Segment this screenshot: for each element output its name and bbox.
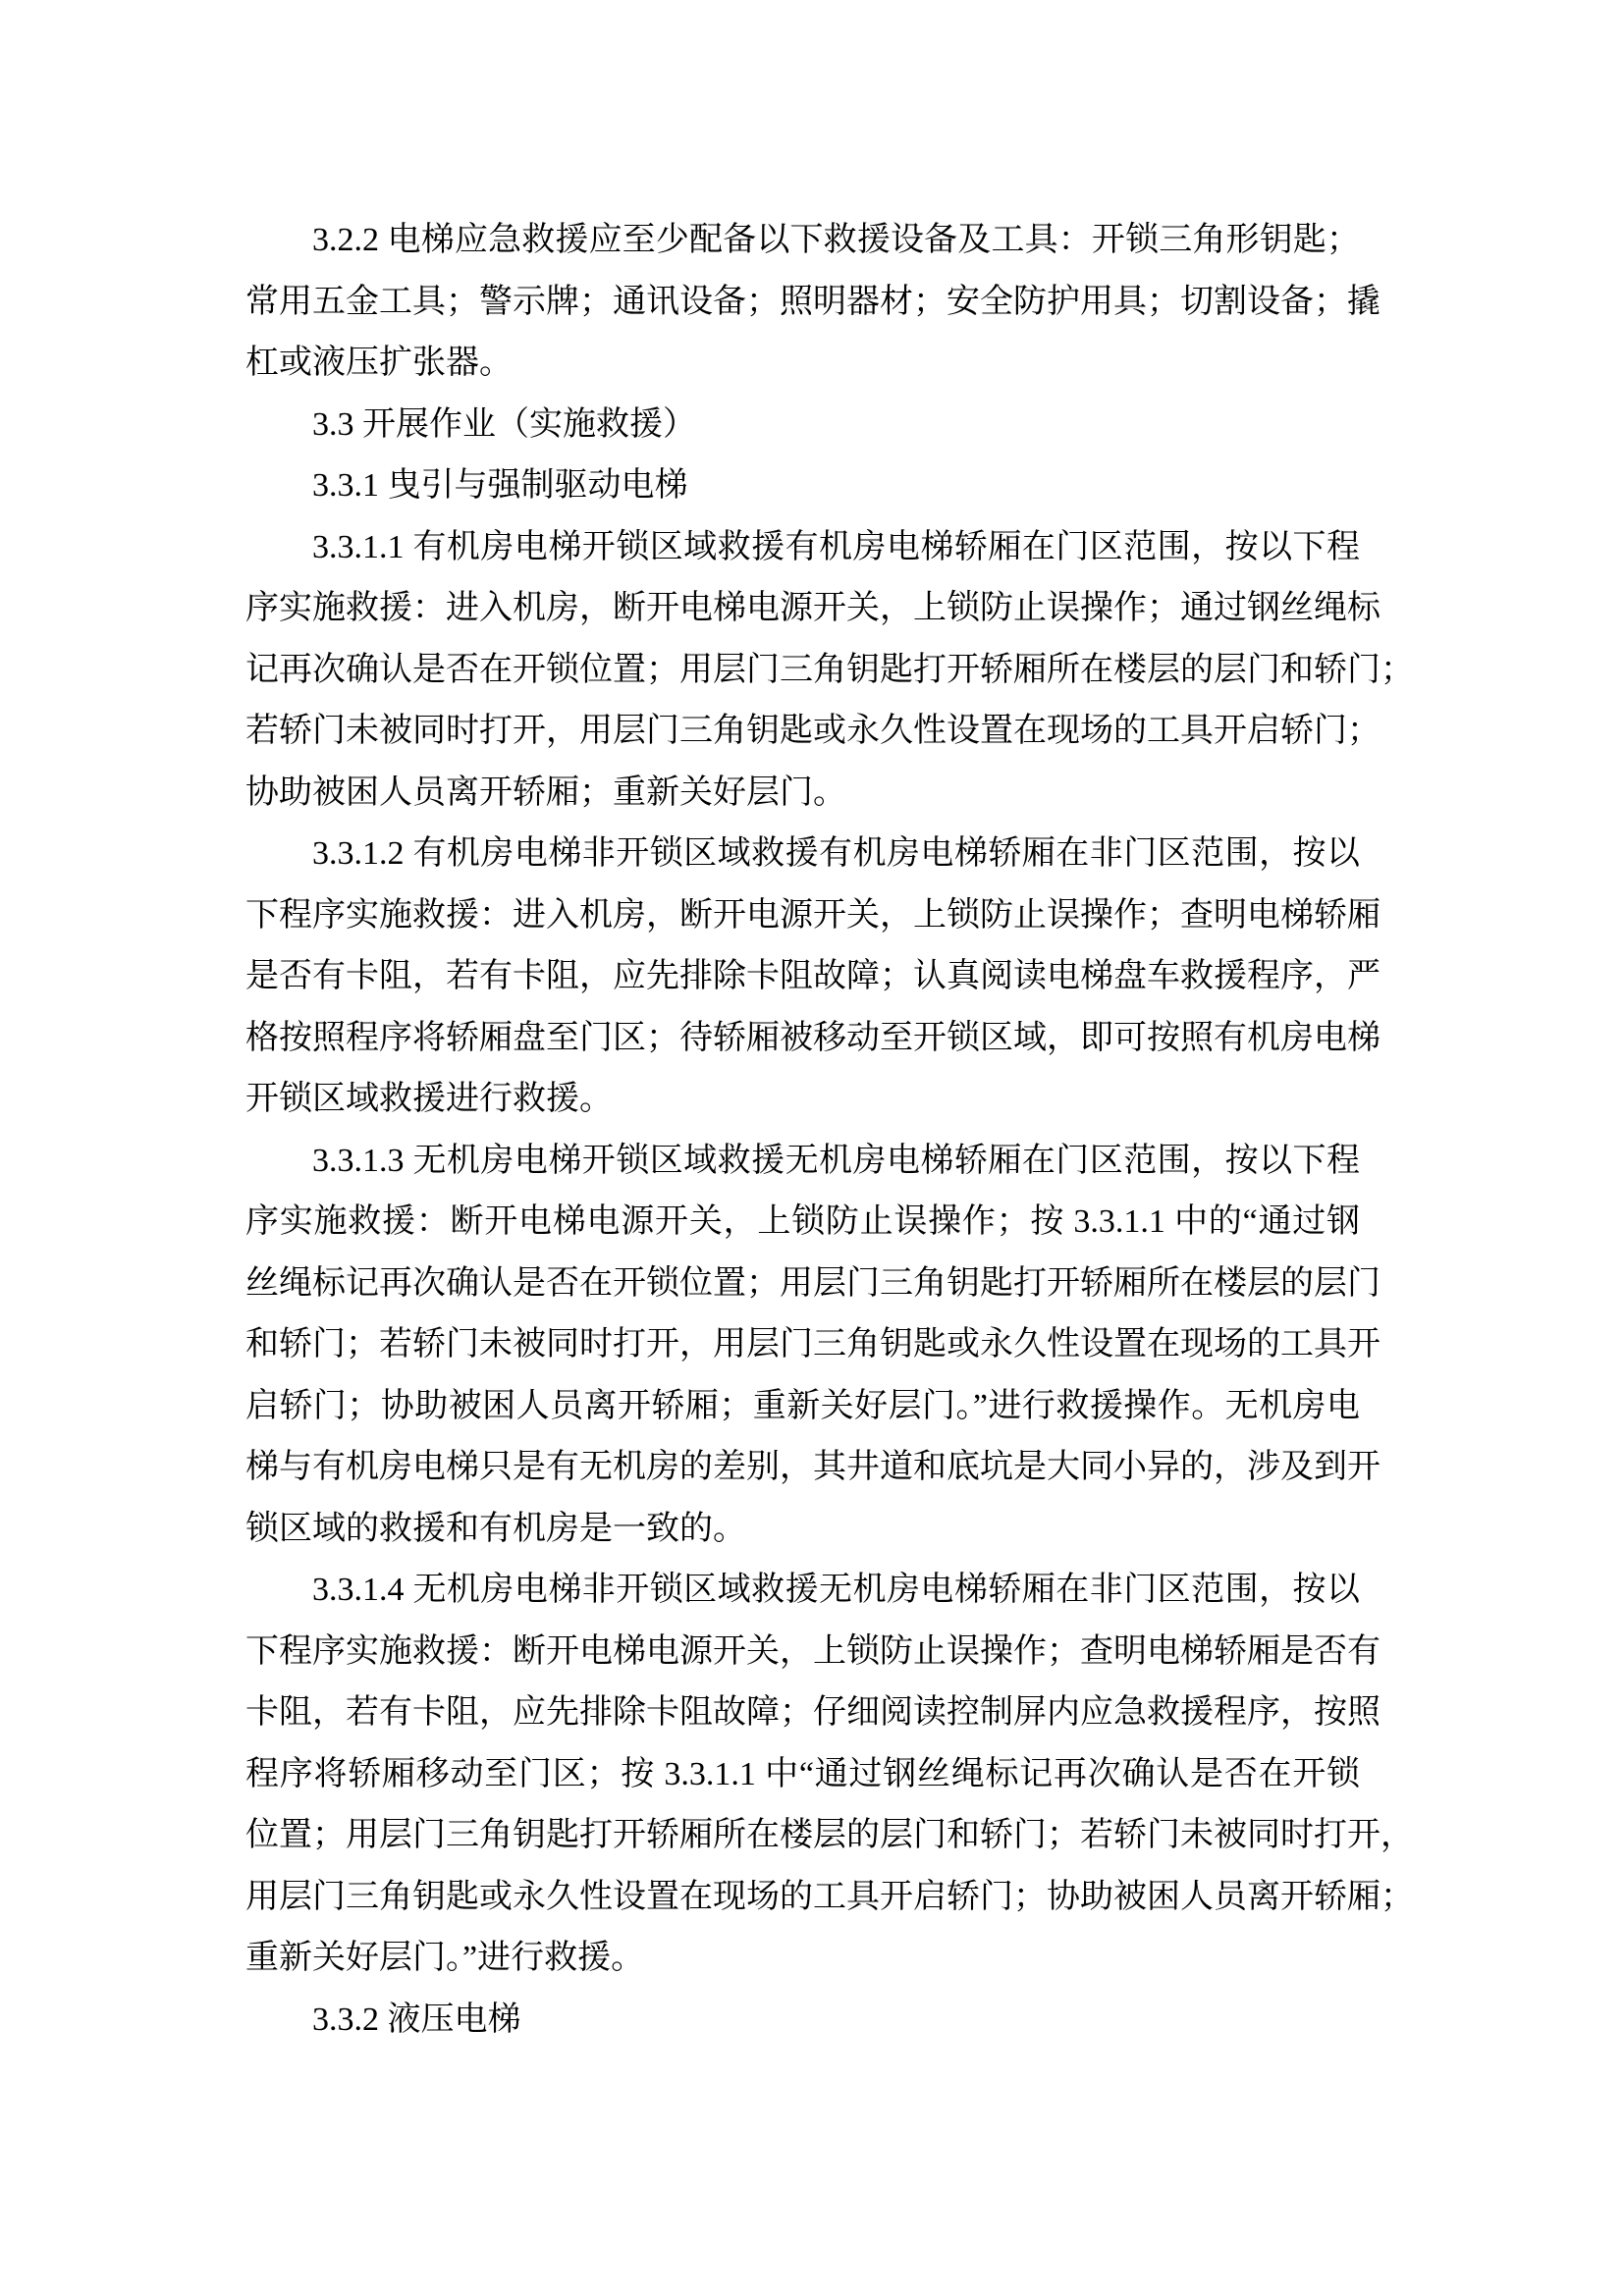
heading-3-3	[245, 395, 1360, 456]
text-line: 3.3.1.3 无机房电梯开锁区域救援无机房电梯轿厢在门区范围，按以下程	[312, 1142, 1360, 1179]
text-line: 3.3.1 曳引与强制驱动电梯	[312, 467, 688, 504]
text-line: 下程序实施救援：进入机房，断开电源开关，上锁防止误操作；查明电梯轿厢	[245, 896, 1380, 934]
paragraph-3-3-1-1	[245, 517, 1414, 825]
text-line: 锁区域的救援和有机房是一致的。	[245, 1510, 746, 1547]
text-line: 若轿门未被同时打开，用层门三角钥匙或永久性设置在现场的工具开启轿门；	[245, 713, 1380, 749]
text-line: 梯与有机房电梯只是有无机房的差别，其井道和底坑是大同小异的，涉及到开	[245, 1449, 1380, 1485]
text-line: 3.3.1.1 有机房电梯开锁区域救援有机房电梯轿厢在门区范围，按以下程	[312, 528, 1360, 565]
text-line: 下程序实施救援：断开电梯电源开关，上锁防止误操作；查明电梯轿厢是否有	[245, 1632, 1380, 1670]
text-line: 是否有卡阻，若有卡阻，应先排除卡阻故障；认真阅读电梯盘车救援程序，严	[245, 958, 1380, 994]
text-line: 位置；用层门三角钥匙打开轿厢所在楼层的层门和轿门；若轿门未被同时打开，	[245, 1817, 1414, 1853]
text-line: 3.2.2 电梯应急救援应至少配备以下救援设备及工具：开锁三角形钥匙；	[312, 222, 1360, 258]
paragraph-3-2-2	[245, 210, 1380, 395]
paragraph-3-3-1-2	[245, 824, 1380, 1131]
text-line: 3.3.1.4 无机房电梯非开锁区域救援无机房电梯轿厢在非门区范围，按以	[312, 1572, 1360, 1608]
heading-3-3-2	[245, 1990, 1360, 2052]
paragraph-3-3-1-3	[245, 1131, 1380, 1561]
text-line: 记再次确认是否在开锁位置；用层门三角钥匙打开轿厢所在楼层的层门和轿门；	[245, 651, 1414, 688]
text-line: 用层门三角钥匙或永久性设置在现场的工具开启轿门；协助被困人员离开轿厢；	[245, 1878, 1414, 1915]
text-line: 丝绳标记再次确认是否在开锁位置；用层门三角钥匙打开轿厢所在楼层的层门	[245, 1264, 1380, 1302]
heading-3-3-1	[245, 455, 1360, 517]
text-line: 格按照程序将轿厢盘至门区；待轿厢被移动至开锁区域，即可按照有机房电梯	[245, 1019, 1380, 1056]
text-line: 3.3.2 液压电梯	[312, 2001, 521, 2038]
text-line: 卡阻，若有卡阻，应先排除卡阻故障；仔细阅读控制屏内应急救援程序，按照	[245, 1694, 1380, 1731]
text-line: 3.3.1.2 有机房电梯非开锁区域救援有机房电梯轿厢在非门区范围，按以	[312, 835, 1360, 872]
document-body	[245, 210, 1414, 2051]
text-line: 序实施救援：断开电梯电源开关，上锁防止误操作；按 3.3.1.1 中的“通过钢	[245, 1203, 1360, 1240]
text-line: 协助被困人员离开轿厢；重新关好层门。	[245, 774, 846, 811]
text-line: 重新关好层门。”进行救援。	[245, 1940, 645, 1976]
text-line: 启轿门；协助被困人员离开轿厢；重新关好层门。”进行救援操作。无机房电	[245, 1387, 1360, 1424]
text-line: 和轿门；若轿门未被同时打开，用层门三角钥匙或永久性设置在现场的工具开	[245, 1326, 1380, 1362]
text-line: 3.3 开展作业（实施救援）	[312, 405, 696, 443]
paragraph-3-3-1-4	[245, 1560, 1414, 1990]
text-line: 杠或液压扩张器。	[245, 345, 513, 381]
text-line: 常用五金工具；警示牌；通讯设备；照明器材；安全防护用具；切割设备；撬	[245, 283, 1380, 320]
text-line: 程序将轿厢移动至门区；按 3.3.1.1 中“通过钢丝绳标记再次确认是否在开锁	[245, 1755, 1360, 1792]
text-line: 序实施救援：进入机房，断开电梯电源开关，上锁防止误操作；通过钢丝绳标	[245, 590, 1380, 626]
text-line: 开锁区域救援进行救援。	[245, 1081, 613, 1117]
